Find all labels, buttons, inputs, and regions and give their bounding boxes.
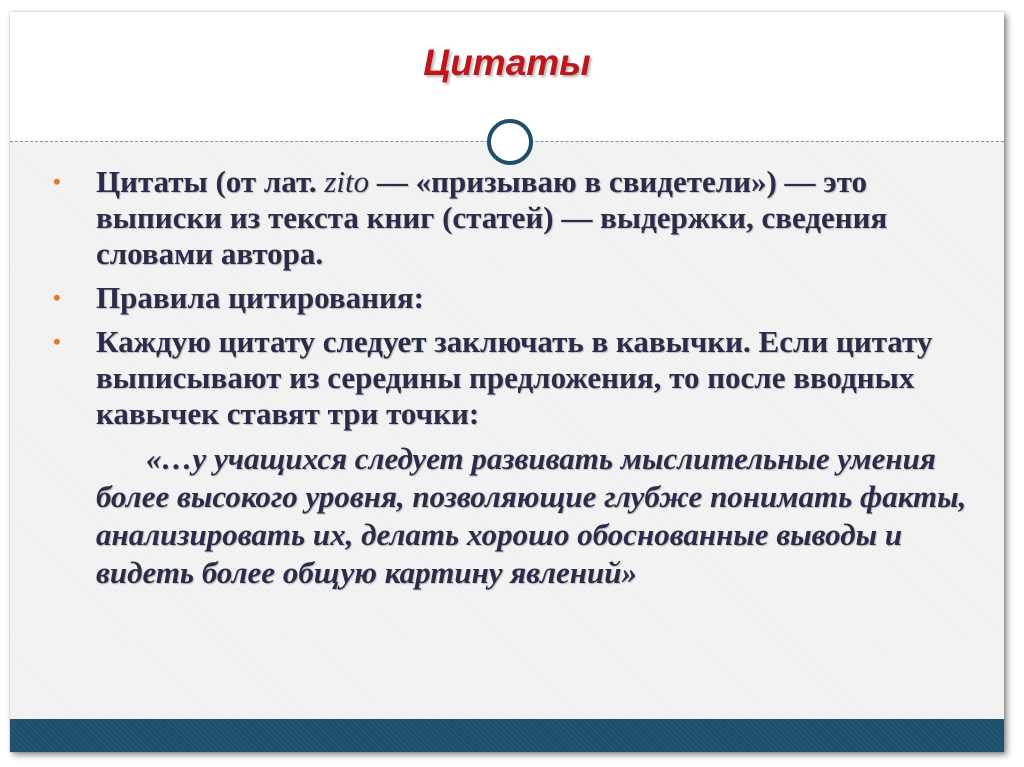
bottom-band [10, 719, 1004, 752]
definition-text-start: Цитаты (от лат. [96, 164, 325, 199]
bullet-item-rules [53, 280, 998, 316]
bullet-item-quotation-rule [53, 324, 998, 432]
slide-frame [10, 12, 1004, 752]
bullet-item-definition [53, 164, 998, 272]
example-quote: «…у учащихся следует развивать мыслительные умения более высокого уровня, позволяющие глубже понимать факты, анализировать их, делать хорошо обоснованные выводы и видеть более общую картину явлений» [96, 441, 967, 590]
bullet-icon: • [53, 285, 61, 310]
ring-ornament-icon [487, 119, 533, 165]
rules-heading: Правила цитирования: [96, 280, 424, 315]
bullet-icon: • [53, 169, 61, 194]
definition-text-end: — «призываю в свидетели») — это выписки из текста книг (статей) — выдержки, сведения словами автора. [96, 164, 888, 271]
slide-title: Цитаты [423, 42, 591, 83]
bullet-icon: • [53, 329, 61, 354]
quotation-rule-text: Каждую цитату следует заключать в кавычки. Если цитату выписывают из середины предложения, то после вводных кавычек ставят три точки: [96, 324, 933, 431]
slide-content [53, 164, 998, 592]
latin-word: zito [324, 164, 370, 199]
